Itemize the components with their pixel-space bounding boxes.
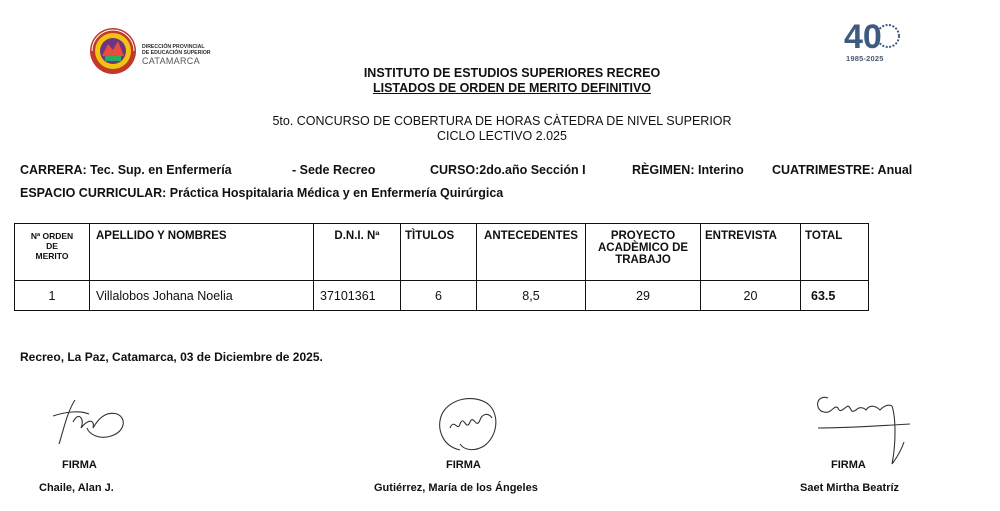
institute-title: INSTITUTO DE ESTUDIOS SUPERIORES RECREO [363, 66, 661, 80]
cell-orden: 1 [15, 281, 90, 311]
merit-table [14, 223, 869, 311]
handwritten-signature-2 [430, 392, 510, 454]
col-nombre: APELLIDO Y NOMBRES [90, 224, 314, 281]
curso: CURSO:2do.año Sección I [430, 163, 586, 177]
sede: - Sede Recreo [292, 163, 376, 177]
signer-name-3: Saet Mirtha Beatríz [800, 482, 900, 494]
col-orden-line-3: MERITO [35, 251, 69, 261]
signature-block-2 [360, 388, 580, 498]
espacio-curricular: ESPACIO CURRICULAR: Práctica Hospitalaria Médica y en Enfermería Quirúrgica [20, 186, 504, 200]
signature-block-3 [780, 380, 990, 498]
col-titulos: TÌTULOS [401, 224, 477, 281]
handwritten-signature-1 [45, 392, 135, 452]
cell-dni: 37101361 [314, 281, 401, 311]
carrera: CARRERA: Tec. Sup. en Enfermería [20, 163, 232, 177]
col-dni: D.N.I. Nª [314, 224, 401, 281]
anniversary-years: 1985-2025 [846, 54, 884, 63]
firma-label-3: FIRMA [831, 459, 866, 471]
logo-line-1: DIRECCIÓN PROVINCIAL [142, 44, 205, 50]
cuatrimestre: CUATRIMESTRE: Anual [772, 163, 913, 177]
logo-line-2: DE EDUCACIÓN SUPERIOR [142, 50, 211, 56]
anniversary-number: 40 [844, 18, 882, 56]
regimen: RÈGIMEN: Interino [632, 163, 744, 177]
col-orden-line-2: DE [46, 241, 58, 251]
cell-total: 63.5 [801, 281, 869, 311]
col-proyecto [586, 224, 701, 281]
col-orden-line-1: Nª ORDEN [30, 231, 74, 241]
list-title: LISTADOS DE ORDEN DE MERITO DEFINITIVO [372, 81, 652, 95]
logo-line-3: CATAMARCA [142, 56, 200, 66]
cell-titulos: 6 [401, 281, 477, 311]
cell-proyecto: 29 [586, 281, 701, 311]
cell-antecedentes: 8,5 [477, 281, 586, 311]
col-proyecto-line-3: TRABAJO [615, 254, 671, 266]
signature-block-1 [0, 388, 180, 498]
firma-label-2: FIRMA [446, 459, 481, 471]
signer-name-1: Chaile, Alan J. [39, 482, 114, 494]
cell-nombre: Villalobos Johana Noelia [90, 281, 314, 311]
col-total: TOTAL [801, 224, 869, 281]
cell-entrevista: 20 [701, 281, 801, 311]
anniversary-40-icon [842, 16, 906, 56]
col-antecedentes: ANTECEDENTES [477, 224, 586, 281]
table-row [15, 281, 869, 311]
cycle-title: CICLO LECTIVO 2.025 [437, 129, 567, 143]
col-proyecto-line-2: ACADÈMICO DE [597, 242, 689, 254]
table-header-row [15, 224, 869, 281]
col-entrevista: ENTREVISTA [701, 224, 801, 281]
contest-title: 5to. CONCURSO DE COBERTURA DE HORAS CÀTEDRA DE NIVEL SUPERIOR [272, 114, 732, 128]
place-date: Recreo, La Paz, Catamarca, 03 de Diciembre de 2025. [20, 350, 323, 364]
logo-text [142, 44, 211, 66]
signer-name-2: Gutiérrez, María de los Ángeles [374, 482, 538, 494]
col-proyecto-line-1: PROYECTO [610, 230, 676, 242]
firma-label-1: FIRMA [62, 459, 97, 471]
anniversary-logo [842, 16, 906, 68]
col-orden [15, 224, 90, 281]
